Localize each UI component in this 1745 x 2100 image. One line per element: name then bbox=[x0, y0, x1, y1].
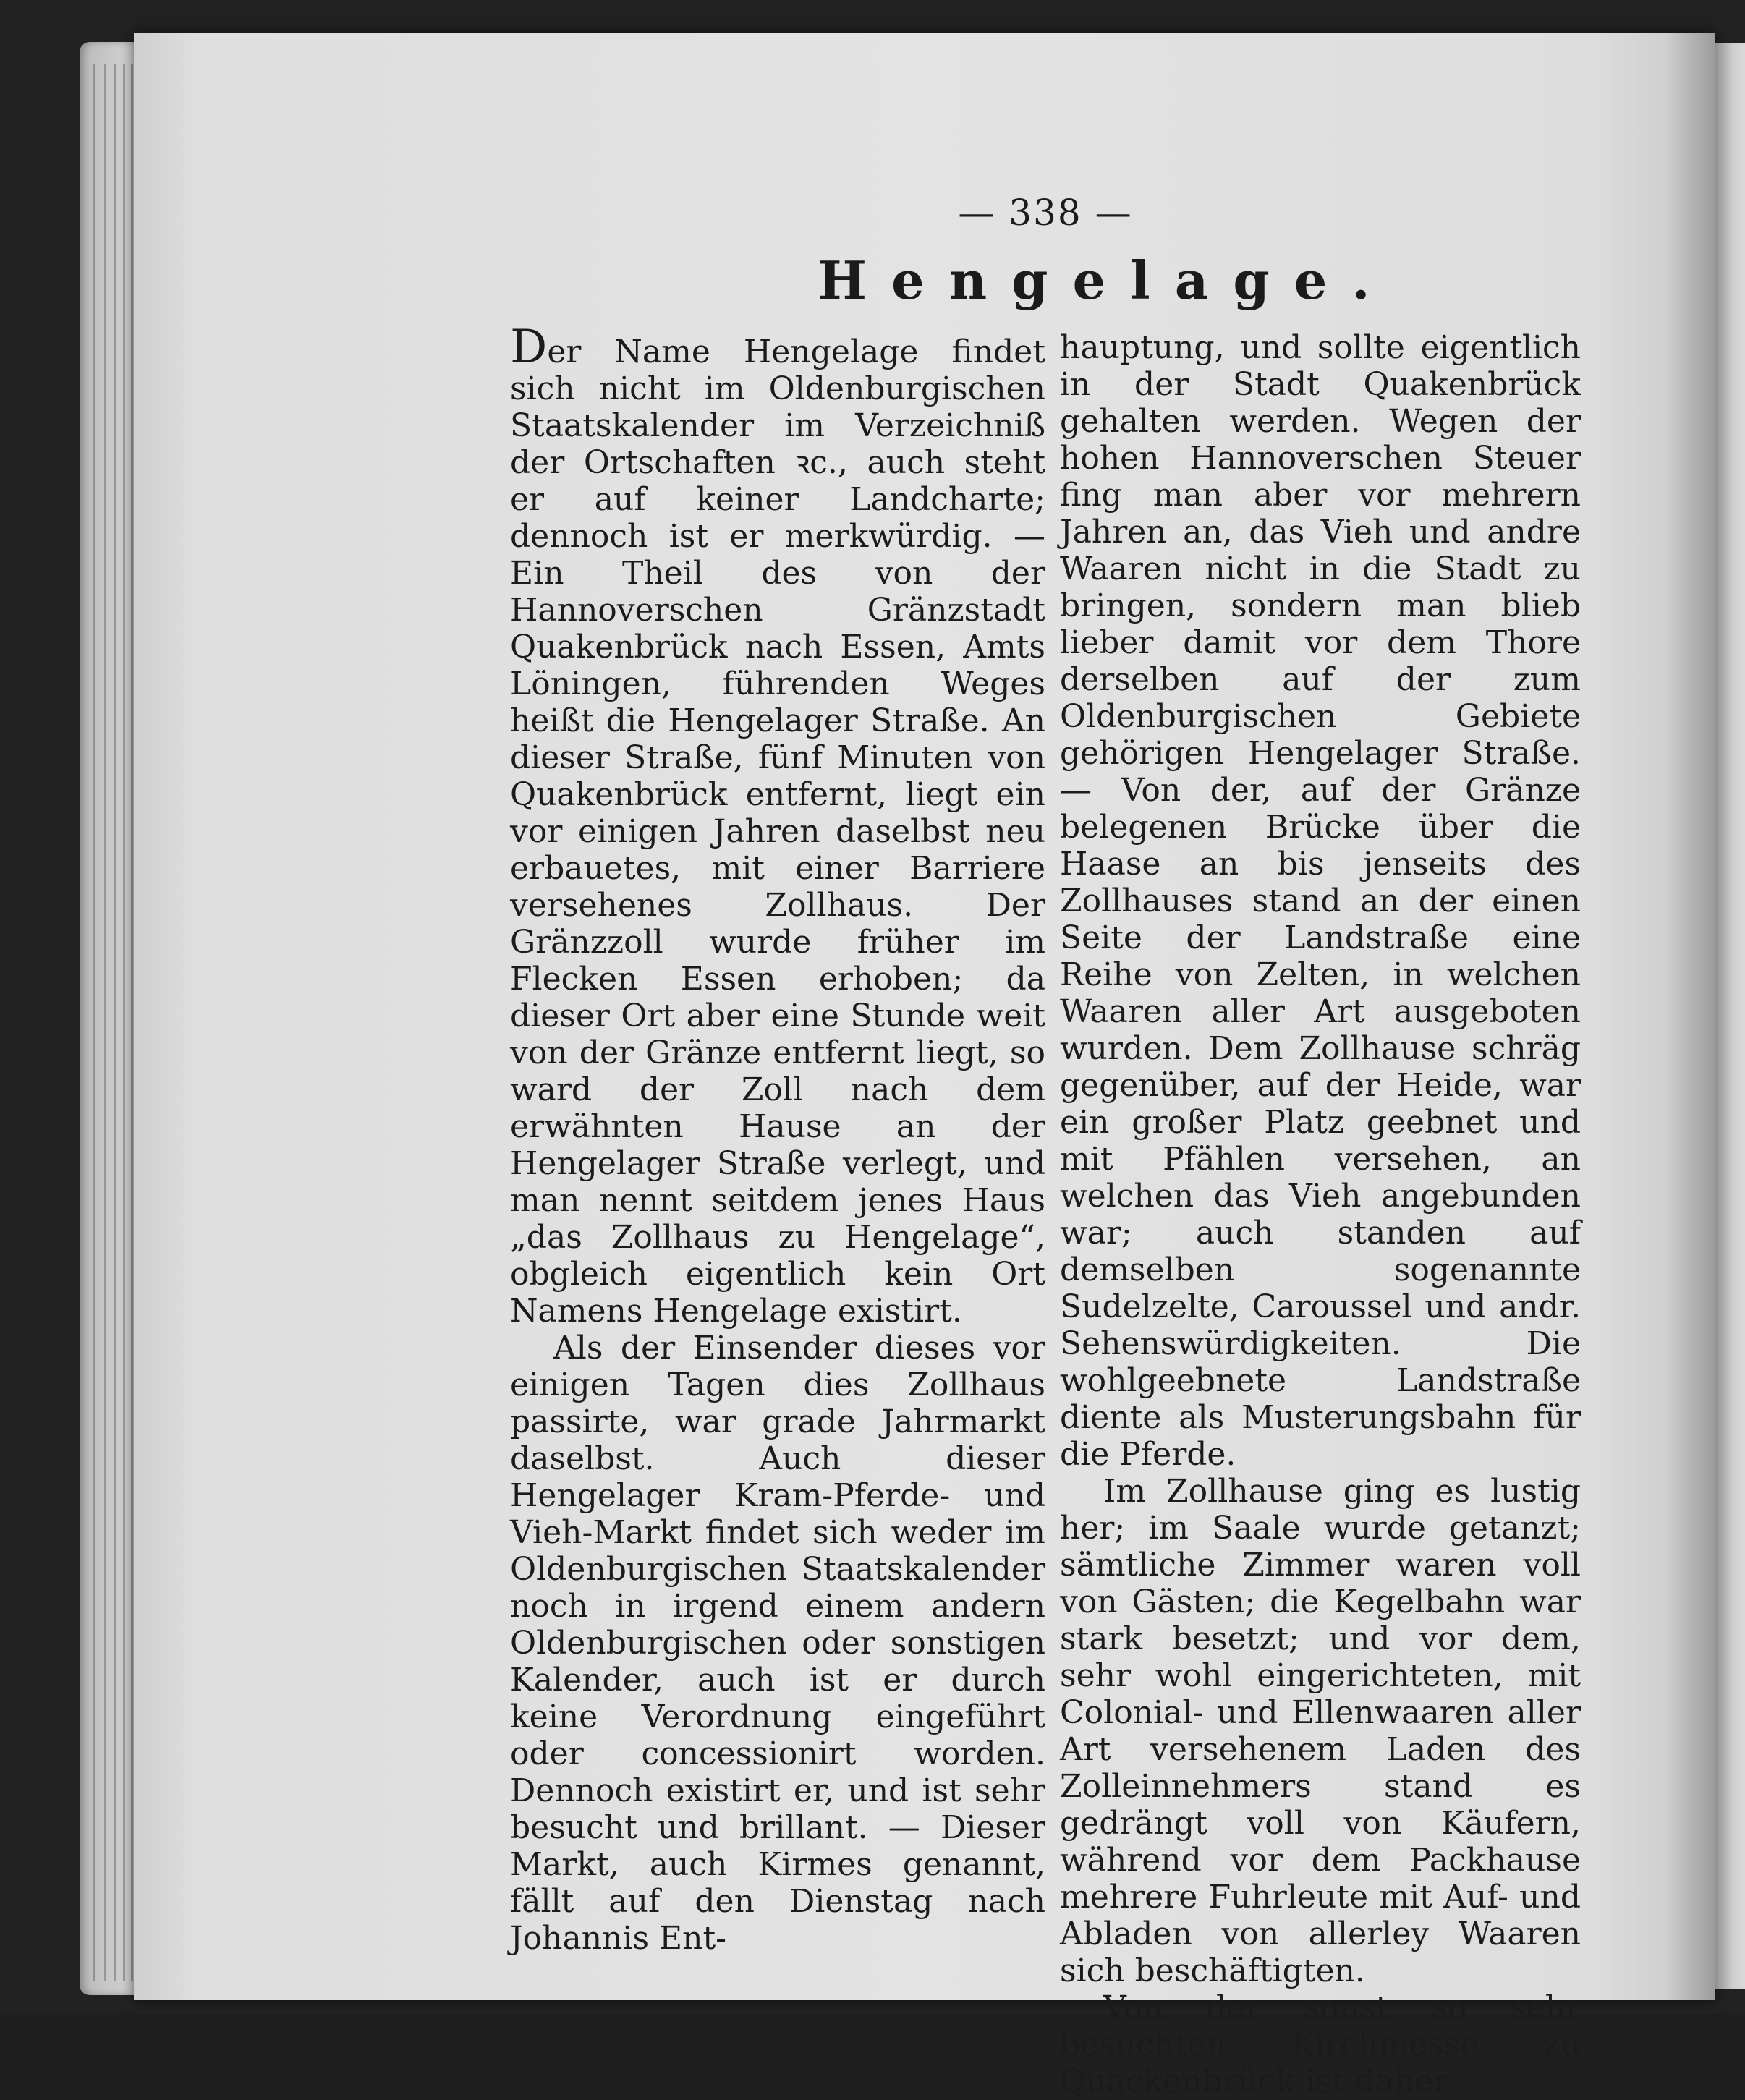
page-edge-line bbox=[114, 64, 116, 1981]
text-column-right bbox=[1060, 329, 1581, 2100]
gutter-shadow bbox=[1664, 33, 1715, 2000]
paragraph: Von der sonst so sehr besuchten Kirchmesse zu Quackenbrück ist daher bbox=[1060, 1989, 1581, 2100]
text-column-left bbox=[510, 320, 1045, 1957]
paragraph: Als der Einsender dieses vor einigen Tagen dies Zollhaus passirte, war grade Jahrmarkt daselbst. Auch dieser Hengelager Kram-Pferde- und Vieh-Markt findet sich weder im Oldenburgischen Staatskalender noch in irgend einem andern Oldenburgischen oder sonstigen Kalender, auch ist er durch keine Verordnung eingeführt oder concessionirt worden. Dennoch existirt er, und ist sehr besucht und brillant. — Dieser Markt, auch Kirmes genannt, fällt auf den Dienstag nach Johannis Ent- bbox=[510, 1330, 1045, 1957]
paragraph: Im Zollhause ging es lustig her; im Saale wurde getanzt; sämtliche Zimmer waren voll von Gästen; die Kegelbahn war stark besetzt; und vor dem, sehr wohl eingerichteten, mit Colonial- und Ellenwaaren aller Art versehenem Laden des Zolleinnehmers stand es gedrängt voll von Käufern, während vor dem Packhause mehrere Fuhrleute mit Auf- und Abladen von allerley Waaren sich beschäftigten. bbox=[1060, 1473, 1581, 1989]
page-edge-line bbox=[123, 64, 125, 1981]
page-edge-line bbox=[93, 64, 95, 1981]
paragraph: hauptung, und sollte eigentlich in der Stadt Quakenbrück gehalten werden. Wegen der hohen Hannoverschen Steuer fing man aber vor mehrern Jahren an, das Vieh und andre Waaren nicht in die Stadt zu bringen, sondern man blieb lieber damit vor dem Thore derselben auf der zum Oldenburgischen Gebiete gehörigen Hengelager Straße. — Von der, auf der Gränze belegenen Brücke über die Haase an bis jenseits des Zollhauses stand an der einen Seite der Landstraße eine Reihe von Zelten, in welchen Waaren aller Art ausgeboten wurden. Dem Zollhause schräg gegenüber, auf der Heide, war ein großer Platz geebnet und mit Pfählen versehen, an welchen das Vieh angebunden war; auch standen auf demselben sogenannte Sudelzelte, Caroussel und andr. Sehenswürdigkeiten. Die wohlgeebnete Landstraße diente als Musterungsbahn für die Pferde. bbox=[1060, 329, 1581, 1473]
page-number: — 338 — bbox=[958, 192, 1133, 234]
facing-page-edge bbox=[1715, 43, 1745, 1989]
page-edge-line bbox=[104, 64, 106, 1981]
article-heading: Hengelage. bbox=[818, 250, 1395, 311]
page-edge-line bbox=[131, 64, 133, 1981]
paragraph: Der Name Hengelage findet sich nicht im Oldenburgischen Staatskalender im Verzeichniß der Ortschaften ꝛc., auch steht er auf keiner Landcharte; dennoch ist er merkwürdig. — Ein Theil des von der Hannoverschen Gränzstadt Quakenbrück nach Essen, Amts Löningen, führenden Weges heißt die Hengelager Straße. An dieser Straße, fünf Minuten von Quakenbrück entfernt, liegt ein vor einigen Jahren daselbst neu erbauetes, mit einer Barriere versehenes Zollhaus. Der Gränzzoll wurde früher im Flecken Essen erhoben; da dieser Ort aber eine Stunde weit von der Gränze entfernt liegt, so ward der Zoll nach dem erwähnten Hause an der Hengelager Straße verlegt, und man nennt seitdem jenes Haus „das Zollhaus zu Hengelage“, obgleich eigentlich kein Ort Namens Hengelage existirt. bbox=[510, 320, 1045, 1330]
